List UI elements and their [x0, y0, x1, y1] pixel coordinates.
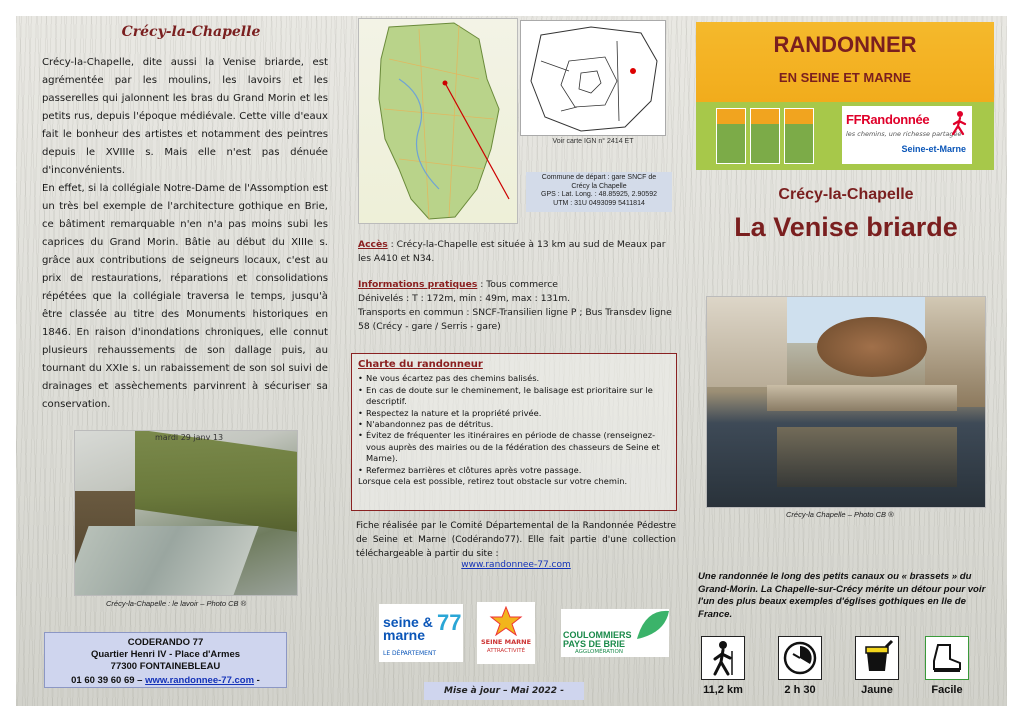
ffrandonnee-logo	[842, 106, 972, 164]
canal-caption: Crécy-la Chapelle – Photo CB ®	[786, 510, 894, 519]
history-paragraph: Crécy-la-Chapelle, dite aussi la Venise briarde, est agrémentée par les moulins, les lavoirs et les passerelles qui jalonnent les bras du Grand Morin et les petits rus, depuis l'époque médiévale. Cette ville d'eaux fait le bonheur des artistes et notamment des peintres depuis le XVIIIe s. Mais elle n'est pas dénuée d'inconvénients.	[42, 57, 328, 176]
clock-icon	[778, 636, 822, 680]
guide-cover-image	[784, 108, 814, 164]
update-date: Mise à jour – Mai 2022 -	[424, 682, 584, 700]
infos-text: : Tous commerce	[477, 279, 558, 290]
route-description: Une randonnée le long des petits canaux ou « brassets » du Grand-Morin. La Chapelle-sur-Crécy mérite un détour pour voir l'un des plus beaux exemples d'églises gothiques en Ile de France.	[698, 571, 986, 620]
stat-duration-label: 2 h 30	[784, 684, 816, 696]
paint-bucket-icon	[855, 636, 899, 680]
transports-text: Transports en commun : SNCF-Transilien ligne P ; Bus Transdev ligne 58 (Crécy - gare / Serris - gare)	[358, 307, 672, 332]
gps-line: GPS : Lat. Long. : 48.85925, 2.90592	[541, 191, 657, 198]
fiche-website-link[interactable]: www.randonnee-77.com	[461, 560, 571, 570]
seine-et-marne-77-icon	[437, 606, 461, 636]
stat-difficulty-label: Facile	[931, 684, 963, 696]
gps-line: UTM : 31U 0493099 5411814	[553, 199, 645, 207]
charte-list	[358, 373, 670, 476]
history-text	[42, 54, 328, 414]
stat-balisage	[852, 636, 902, 696]
fiche-text: Fiche réalisée par le Comité Départemental de la Randonnée Pédestre de Seine et Marne (Codérando77). Elle fait partie d'une collection téléchargeable à partir du site :	[356, 521, 676, 559]
contact-trail: -	[256, 675, 260, 686]
seine-et-marne-logo-text: seine & marne	[383, 614, 433, 643]
boot-icon	[925, 636, 969, 680]
seine-et-marne-logo-sub: LE DÉPARTEMENT	[383, 650, 437, 657]
region-map	[358, 18, 518, 224]
acces-section	[358, 238, 678, 266]
charte-item: • Respectez la nature et la propriété privée.	[358, 408, 670, 419]
charte-item: • En cas de doute sur le cheminement, le balisage est prioritaire sur le descriptif.	[358, 385, 670, 408]
charte-item: • Refermez barrières et clôtures après votre passage.	[358, 465, 670, 476]
gps-info	[526, 172, 672, 212]
coulommiers-logo-line1: COULOMMIERS	[563, 630, 632, 640]
photo-timestamp: mardi 29 janv 13	[155, 433, 224, 442]
contact-website-link[interactable]: www.randonnee-77.com	[145, 675, 255, 686]
contact-box	[44, 632, 287, 688]
gps-line: Commune de départ : gare SNCF de	[541, 174, 657, 181]
acces-text: : Crécy-la-Chapelle est située à 13 km au sud de Meaux par les A410 et N34.	[358, 239, 666, 264]
brochure-sheet	[16, 16, 1007, 706]
coulommiers-logo-line2: PAYS DE BRIE	[563, 639, 626, 649]
idf-map	[521, 21, 667, 137]
left-title: Crécy-la-Chapelle	[121, 24, 261, 40]
svg-text:77: 77	[437, 610, 461, 635]
randonner-banner	[696, 22, 994, 170]
guide-cover-image	[750, 108, 780, 164]
stat-difficulty	[922, 636, 972, 696]
gps-line: Crécy la Chapelle	[571, 182, 627, 190]
denivele-text: Dénivelés : T : 172m, min : 49m, max : 131m.	[358, 293, 571, 304]
contact-address1: Quartier Henri IV - Place d'Armes	[90, 649, 241, 660]
route-title: La Venise briarde	[734, 212, 958, 242]
contact-address2: 77300 FONTAINEBLEAU	[110, 661, 221, 672]
charte-title: Charte du randonneur	[358, 359, 483, 370]
contact-phone: 01 60 39 60 69 –	[71, 675, 143, 686]
attractivite-logo	[477, 602, 535, 664]
fiche-link-row	[356, 560, 676, 570]
charte-item: • Ne vous écartez pas des chemins balisés.	[358, 373, 670, 384]
ffr-tagline: les chemins, une richesse partagée	[846, 130, 962, 138]
charte-box	[351, 353, 677, 511]
lavoir-photo	[74, 430, 298, 596]
attractivite-logo-line1: SEINE MARNE	[480, 638, 532, 646]
hiker-icon	[701, 636, 745, 680]
banner-title: RANDONNER	[773, 32, 917, 57]
stat-duration	[775, 636, 825, 696]
star-icon	[489, 606, 523, 636]
stat-distance-label: 11,2 km	[703, 684, 743, 696]
banner-subtitle: EN SEINE ET MARNE	[778, 70, 912, 85]
charte-item: • N'abandonnez pas de détritus.	[358, 419, 670, 430]
coulommiers-logo-line3: AGGLOMÉRATION	[575, 649, 623, 655]
charte-item: • Évitez de fréquenter les itinéraires en période de chasse (renseignez-vous auprès des mairies ou de la fédération des chasseurs de Seine et Marne).	[358, 430, 670, 464]
ffr-dept: Seine-et-Marne	[901, 144, 966, 154]
route-subtitle: Crécy-la-Chapelle	[778, 186, 914, 203]
contact-name: CODERANDO 77	[127, 637, 204, 648]
charte-footer: Lorsque cela est possible, retirez tout obstacle sur votre chemin.	[358, 476, 628, 487]
seine-et-marne-logo	[379, 604, 463, 662]
lavoir-caption: Crécy-la-Chapelle : le lavoir – Photo CB ®	[106, 599, 247, 608]
stat-balisage-label: Jaune	[861, 684, 893, 696]
acces-label: Accès	[358, 239, 388, 250]
coulommiers-leaf-icon	[635, 609, 669, 639]
hiker-figure-icon	[950, 110, 968, 136]
ign-map-note: Voir carte IGN n° 2414 ET	[552, 138, 634, 145]
ile-de-france-map	[520, 20, 666, 136]
seine-et-marne-map	[359, 19, 518, 224]
infos-label: Informations pratiques	[358, 279, 478, 290]
history-paragraph: En effet, si la collégiale Notre-Dame de l'Assomption est un très bel exemple de l'architecture gothique en Brie, ce bâtiment remarquable n'en n'a pas moins subi les caprices du Grand Morin. Bâtie au début du XIIIe s. grâce aux contributions de seigneurs locaux, c'est au prix de restaurations, réparations et consolidations répétées que la collégiale traversa le temps, jusqu'à être classée au titre des Monuments historiques en 1846. En raison d'inondations chroniques, elle connut plusieurs rehaussements de son dallage puis, au tournant du XXIe s. un rabaissement de son sol suivi de drainages et assèchements parvinrent à sécuriser sa conservation.	[42, 183, 328, 410]
stat-distance	[698, 636, 748, 696]
ffr-name: FFRandonnée	[846, 112, 930, 127]
infos-section	[358, 278, 678, 334]
guide-cover-image	[716, 108, 746, 164]
coulommiers-logo	[561, 609, 669, 657]
attractivite-logo-line2: ATTRACTIVITÉ	[486, 648, 526, 654]
canal-photo	[706, 296, 986, 508]
